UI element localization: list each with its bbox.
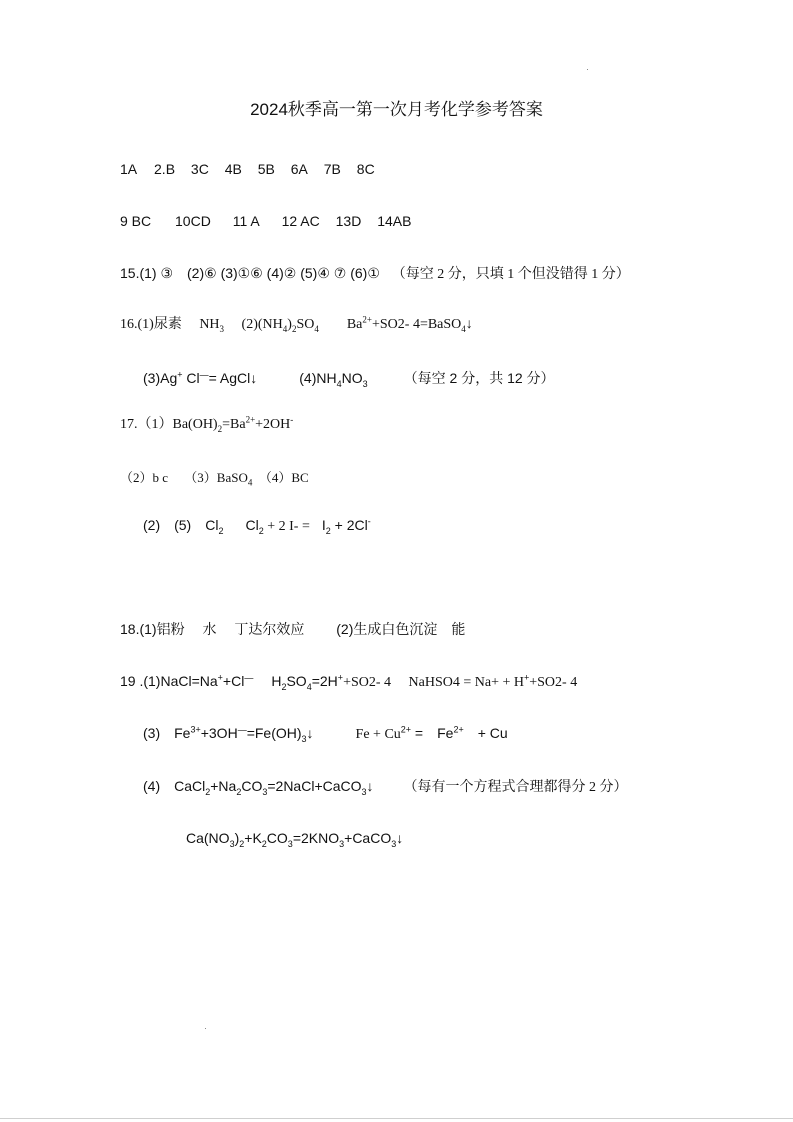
q17-text: Cl (245, 517, 259, 533)
q17-sup: - (290, 414, 294, 425)
question-19-line-3 (143, 777, 628, 797)
q19-text: =Fe(OH) (246, 725, 302, 741)
q19-text: +Na (210, 778, 237, 794)
q16-text: Cl (182, 370, 200, 386)
q16-text: = AgCl↓ (208, 370, 258, 386)
q16-sup: + (177, 369, 183, 380)
q17-text: + 2 I- = (263, 519, 310, 534)
question-19-line-4 (186, 829, 403, 847)
q19-note: （每有一个方程式合理都得分 2 分） (403, 780, 628, 795)
question-16-line-1 (120, 316, 473, 334)
q19-text: Fe + Cu (355, 727, 401, 742)
q19-text: +SO2- 4 (529, 675, 578, 690)
q19-text: SO (286, 673, 307, 689)
q16-text: ↓ (465, 317, 473, 332)
answer-10: 10CD (175, 213, 211, 229)
answer-1: 1A (120, 161, 138, 177)
q19-text: ↓ (396, 830, 404, 846)
q19-sup: 3+ (190, 724, 201, 735)
q19-sup: 2+ (453, 724, 464, 735)
answer-7: 7B (323, 161, 341, 177)
page-title (0, 101, 793, 119)
q16-note: （每空 2 分，共 12 分） (403, 370, 555, 386)
q16-text: NO (341, 370, 363, 386)
q19-text: = Fe (411, 725, 454, 741)
q19-text: =2NaCl+CaCO (267, 778, 362, 794)
question-19-line-1 (120, 672, 577, 692)
q19-sub: 3 (361, 786, 367, 797)
q16-text: 16.(1)尿素 NH (120, 317, 220, 332)
q17-text: （4）BC (252, 470, 309, 485)
q17-text: 17.（1）Ba(OH) (120, 417, 218, 432)
q19-sup: — (237, 724, 247, 735)
q19-text: H (271, 673, 282, 689)
q19-sup: 2+ (400, 724, 412, 735)
q19-sub: 2 (261, 838, 267, 849)
question-17-line-3 (143, 516, 371, 536)
q19-text: 19 .(1)NaCl=Na (120, 673, 218, 689)
answers-row-1 (120, 160, 375, 178)
answer-2: 2.B (154, 161, 176, 177)
q17-sup: 2+ (245, 414, 256, 425)
title-text: 2024秋季高一第一次月考化学参考答案 (250, 100, 543, 119)
q19-text: +CaCO (344, 830, 392, 846)
q19-sub: 2 (281, 681, 287, 692)
q17-text: I (321, 517, 326, 533)
q19-text: Ca(NO (186, 830, 230, 846)
q19-text: CO (266, 830, 288, 846)
answer-4: 4B (224, 161, 242, 177)
q19-sub: 3 (301, 733, 307, 744)
q19-sub: 2 (236, 786, 242, 797)
q16-sub: 3 (362, 378, 368, 389)
q19-sub: 3 (391, 838, 397, 849)
q17-text: (2) (5) Cl (143, 517, 219, 533)
answer-8: 8C (356, 161, 375, 177)
q18-text: 18.(1)铝粉 水 丁达尔效应 (2)生成白色沉淀 能 (120, 621, 466, 637)
q19-text: +3OH (200, 725, 238, 741)
q19-sub: 3 (287, 838, 293, 849)
q15-note: （每空 2 分，只填 1 个但没错得 1 分） (391, 267, 630, 282)
q16-sub: 2 (291, 323, 297, 334)
answer-13: 13D (335, 213, 362, 229)
q16-sup: 2+ (362, 314, 372, 325)
q19-text: ↓ (366, 778, 374, 794)
q16-text: Ba (318, 317, 363, 332)
q16-text: ) (287, 317, 292, 332)
q19-sub: 3 (229, 838, 235, 849)
q19-sub: 4 (306, 681, 312, 692)
q19-text: +SO2- 4 NaHSO4 = Na+ + H (343, 675, 524, 690)
answers-row-2 (120, 212, 411, 230)
q16-text: (2)(NH (224, 317, 283, 332)
question-18 (120, 620, 465, 638)
q16-sub: 4 (282, 323, 288, 334)
q19-text: =2KNO (292, 830, 340, 846)
q19-sup: + (337, 672, 344, 683)
q19-text: CO (241, 778, 263, 794)
question-19-line-2 (143, 724, 508, 744)
q17-text: + 2Cl (330, 517, 368, 533)
q19-sup: — (244, 672, 254, 683)
answer-12: 12 AC (281, 213, 320, 229)
answer-11: 11 A (232, 213, 260, 229)
q19-text: +Cl (222, 673, 245, 689)
q19-text: =2H (311, 673, 338, 689)
answer-5: 5B (257, 161, 275, 177)
q19-text: ↓ (306, 725, 314, 741)
answer-14: 14AB (377, 213, 412, 229)
q19-sub: 2 (205, 786, 211, 797)
question-16-line-2 (143, 369, 555, 387)
corner-dot (587, 69, 588, 70)
q19-text: + Cu (463, 725, 508, 741)
q17-sub: 2 (218, 525, 224, 536)
page-bottom-rule (0, 1118, 793, 1119)
q16-text: (4)NH (299, 370, 337, 386)
q16-text: (3)Ag (143, 370, 178, 386)
question-17-line-2 (120, 469, 309, 487)
q19-sup: + (523, 672, 530, 683)
q16-sub: 4 (461, 323, 466, 334)
question-17-line-1 (120, 416, 293, 434)
q19-sub: 3 (339, 838, 345, 849)
answer-3: 3C (190, 161, 209, 177)
answer-6: 6A (290, 161, 308, 177)
q19-sub: 2 (239, 838, 245, 849)
q17-sub: 2 (325, 525, 331, 536)
question-15 (120, 264, 630, 284)
q16-text: SO (296, 317, 315, 332)
q17-sub: 2 (258, 525, 264, 536)
q19-text: ) (234, 830, 240, 846)
q16-text: +SO2- 4=BaSO (371, 317, 462, 332)
q19-text: (4) CaCl (143, 778, 206, 794)
q16-sub: 4 (314, 323, 319, 334)
q15-answers: 15.(1) ③ (2)⑥ (3)①⑥ (4)② (5)④ ⑦ (6)① (120, 265, 380, 281)
q16-sub: 3 (219, 323, 225, 334)
q19-text: (3) Fe (143, 725, 191, 741)
q16-sub: 4 (336, 378, 342, 389)
q17-text: （2）b c （3）BaSO (120, 470, 248, 485)
q17-sub: 4 (247, 477, 253, 488)
q17-text: +2OH (255, 417, 291, 432)
answer-9: 9 BC (120, 213, 152, 229)
q16-sup: — (199, 369, 209, 380)
q17-sup: - (367, 516, 371, 527)
q19-sub: 3 (262, 786, 268, 797)
q17-sub: 2 (217, 423, 223, 434)
q19-text: +K (244, 830, 262, 846)
footer-dot (205, 1028, 206, 1029)
q19-sup: + (217, 672, 223, 683)
q17-text: =Ba (222, 417, 246, 432)
